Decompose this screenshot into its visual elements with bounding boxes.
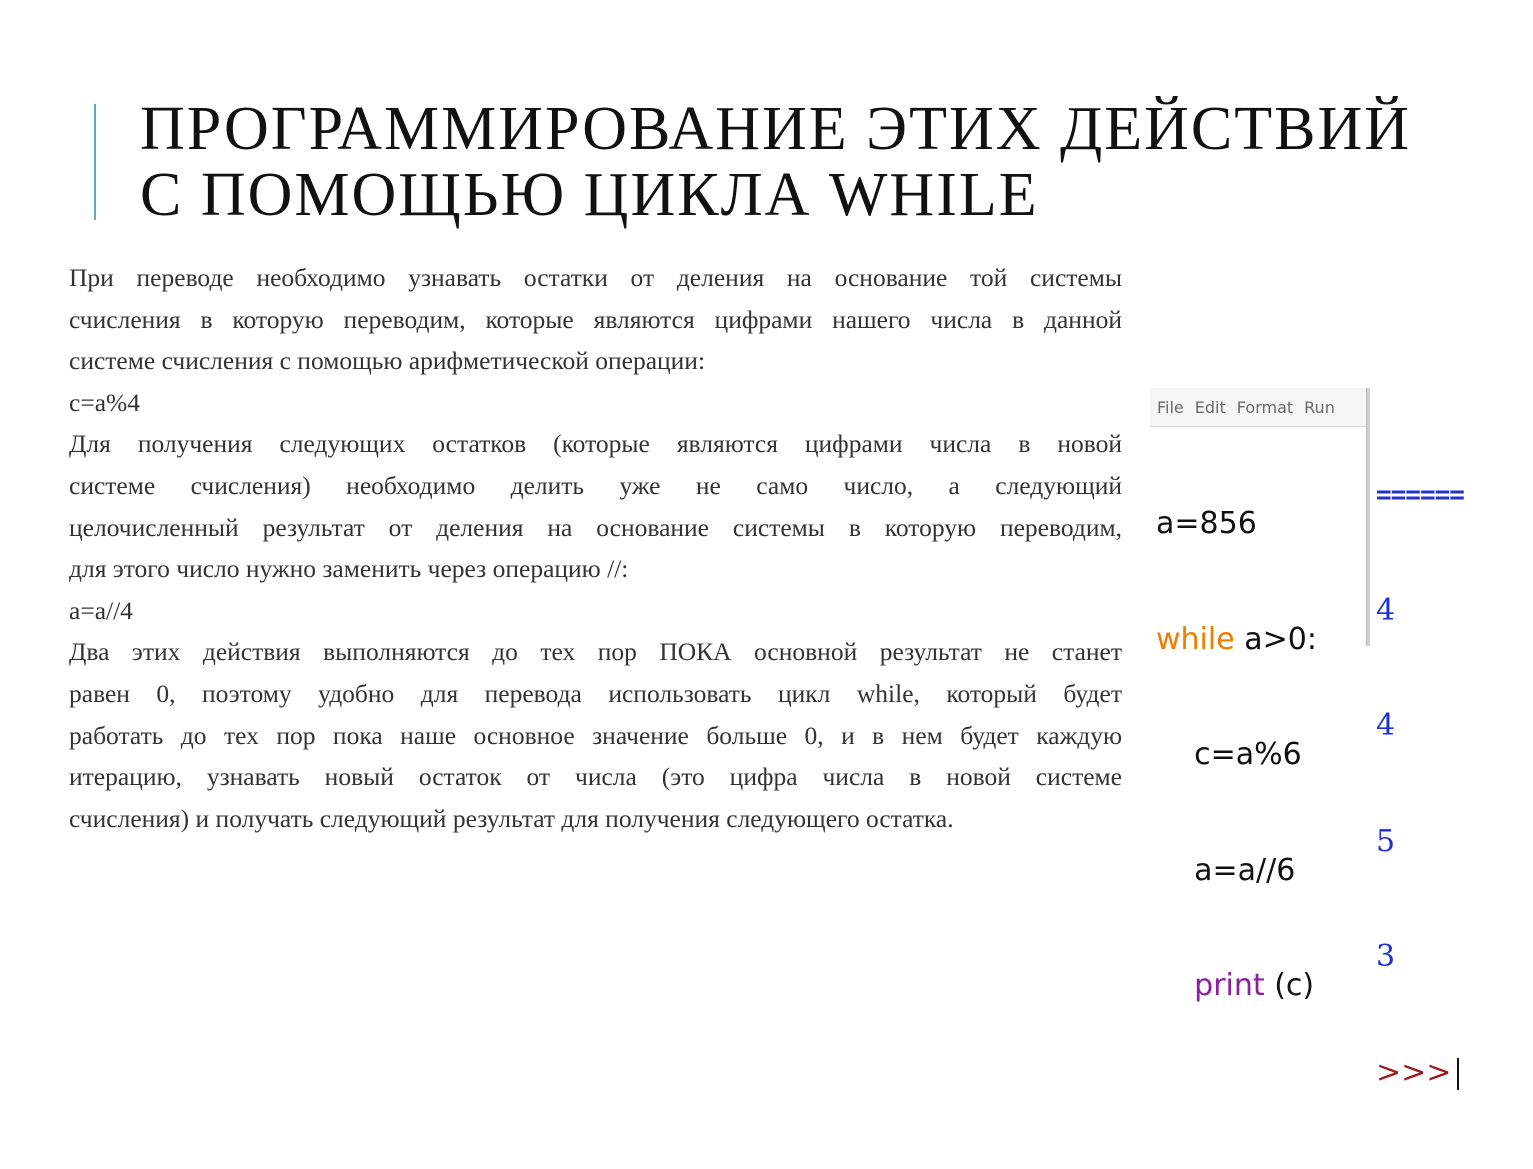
menu-file[interactable]: File <box>1157 397 1184 417</box>
body-line: счисления в которую переводим, которые являются цифрами нашего числа в данной <box>69 304 1122 334</box>
code-text: a=a//6 <box>1156 852 1296 888</box>
code-line <box>1156 967 1317 1006</box>
code-line <box>1156 736 1317 775</box>
code-text: (c) <box>1264 968 1315 1003</box>
code-line <box>1156 852 1317 891</box>
menu-format[interactable]: Format <box>1236 397 1294 417</box>
body-line: работать до тех пор пока наше основное значение больше 0, и в нем будет каждую <box>69 720 1122 750</box>
idle-screenshot <box>1150 388 1520 1090</box>
shell-line <box>1376 938 1464 977</box>
text-cursor <box>1457 1058 1459 1090</box>
shell-prompt[interactable]: >>> <box>1376 1054 1452 1090</box>
body-text <box>69 257 1122 839</box>
body-line: Два этих действия выполняются до тех пор ПОКА основной результат не станет <box>69 637 1122 667</box>
slide-title <box>140 96 1411 228</box>
code-text: c=a%6 <box>1156 737 1302 772</box>
body-line: системе счисления с помощью арифметической операции: <box>69 346 706 376</box>
code-line <box>1156 505 1317 544</box>
restart-separator: ====== <box>1376 480 1464 510</box>
pane-divider <box>1366 388 1370 646</box>
output-value: 4 <box>1376 708 1396 743</box>
print-keyword: print <box>1194 968 1265 1003</box>
body-line: целочисленный результат от деления на основание системы в которую переводим, <box>69 512 1122 542</box>
body-line: для этого число нужно заменить через операцию //: <box>69 554 629 584</box>
output-value: 5 <box>1376 823 1396 859</box>
body-line: равен 0, поэтому удобно для перевода использовать цикл while, который будет <box>69 678 1122 708</box>
body-line: c=a%4 <box>69 387 141 417</box>
shell-line <box>1376 823 1464 862</box>
body-line: итерацию, узнавать новый остаток от числа (это цифра числа в новой системе <box>69 762 1122 792</box>
shell-line <box>1376 1054 1464 1093</box>
code-line <box>1156 621 1317 660</box>
body-line: При переводе необходимо узнавать остатки от деления на основание той системы <box>69 263 1122 292</box>
slide-title-line-1: ПРОГРАММИРОВАНИЕ ЭТИХ ДЕЙСТВИЙ <box>140 95 1412 163</box>
output-value: 3 <box>1376 939 1396 974</box>
menu-edit[interactable]: Edit <box>1194 397 1226 417</box>
body-line: счисления) и получать следующий результат для получения следующего остатка. <box>69 803 954 833</box>
code-editor <box>1156 428 1317 1083</box>
code-text: a>0: <box>1234 621 1317 657</box>
shell-line <box>1376 475 1464 515</box>
title-accent-line <box>94 104 96 220</box>
slide-title-line-2: С ПОМОЩЬЮ ЦИКЛА WHILE <box>140 161 1039 229</box>
output-value: 4 <box>1376 592 1396 628</box>
body-line: a=a//4 <box>69 595 133 625</box>
menu-run[interactable]: Run <box>1304 397 1335 417</box>
shell-output <box>1376 398 1464 1169</box>
body-line: Для получения следующих остатков (которые являются цифрами числа в новой <box>69 429 1122 459</box>
shell-line <box>1376 592 1464 631</box>
while-keyword: while <box>1156 621 1235 657</box>
shell-line <box>1376 707 1464 746</box>
code-text: a=856 <box>1156 506 1257 541</box>
body-line: системе счисления) необходимо делить уже не само число, а следующий <box>69 470 1122 500</box>
idle-menubar <box>1150 388 1366 427</box>
